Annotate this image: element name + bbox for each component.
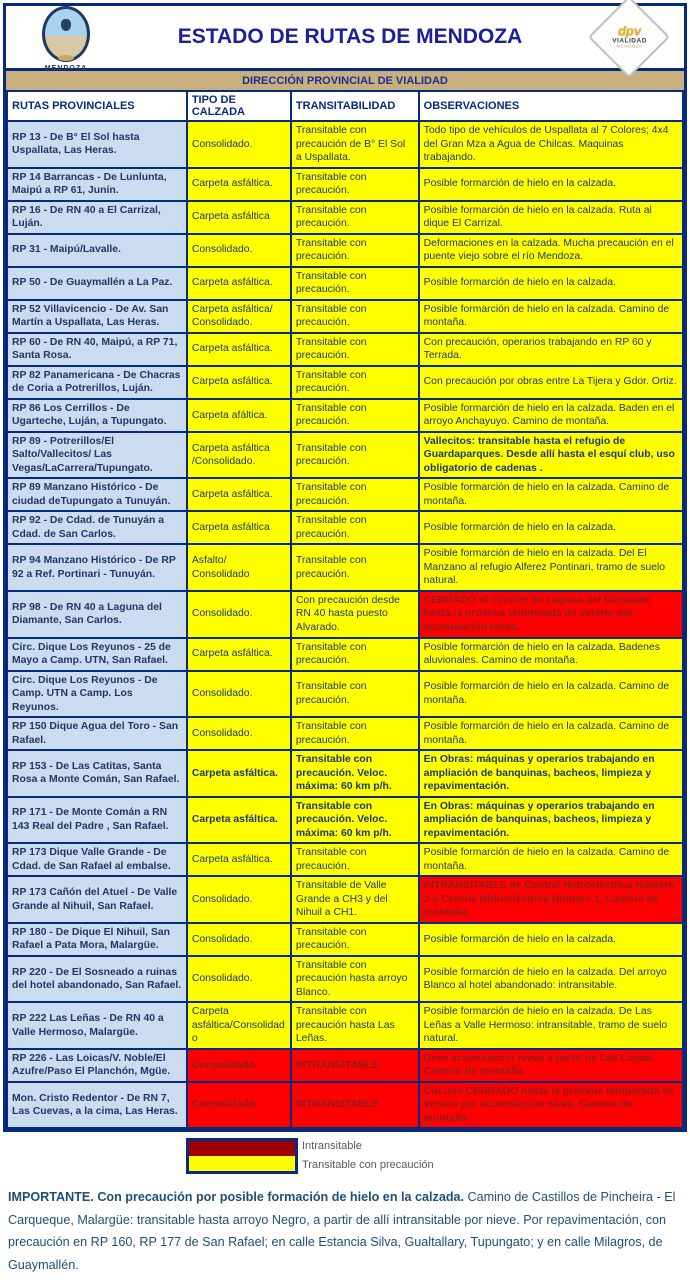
column-header-row — [7, 92, 683, 121]
surface-cell: Carpeta asfáltica. — [187, 797, 291, 844]
route-cell: Circ. Dique Los Reyunos - De Camp. UTN a Camp. Los Reyunos. — [7, 671, 187, 718]
table-row — [7, 717, 683, 750]
surface-cell: Carpeta asfáltica/Consolidado — [187, 1002, 291, 1049]
route-cell: RP 89 Manzano Histórico - De ciudad deTupungato a Tunuyán. — [7, 478, 187, 511]
observations-cell: Vallecitos: transitable hasta el refugio de Guardaparques. Desde allí hasta el esquí club, uso obligatorio de cadenas . — [419, 432, 683, 479]
transit-cell: Transitable con precaución. — [291, 300, 419, 333]
table-row — [7, 1082, 683, 1129]
transit-cell: Transitable con precaución. — [291, 717, 419, 750]
surface-cell: Carpeta asfáltica. — [187, 366, 291, 399]
table-row — [7, 201, 683, 234]
observations-cell: Posible formarción de hielo en la calzada. Camino de montaña. — [419, 300, 683, 333]
route-cell: RP 82 Panamericana - De Chacras de Coria a Potrerillos, Luján. — [7, 366, 187, 399]
observations-cell: Deformaciones en la calzada. Mucha precaución en el puente viejo sobre el río Mendoza. — [419, 234, 683, 267]
observations-cell: Posible formarción de hielo en la calzada. Badenes aluvionales. Camino de montaña. — [419, 638, 683, 671]
table-row — [7, 671, 683, 718]
column-header-observaciones: OBSERVACIONES — [419, 92, 683, 121]
footer-note-regular: Camino de Castillos de Pincheira - El Carqueque, Malargüe: transitable hasta arroyo Negro, a partir de allí intransitable por nieve. Por repavimentación, con precaución en RP 160, RP 177 de San Rafael; en calle Estancia Silva, Gualtallary, Tupungato; y en calle Milagros, de Guaymallén. — [8, 1190, 676, 1272]
table-row — [7, 843, 683, 876]
table-row — [7, 638, 683, 671]
surface-cell: Carpeta asfáltica. — [187, 750, 291, 797]
route-cell: RP 171 - De Monte Comán a RN 143 Real del Padre , San Rafael. — [7, 797, 187, 844]
observations-cell: CERRADO el circuito de Laguna del Diamante hasta la próxima temporada de verano por acumulación nívea. — [419, 591, 683, 638]
surface-cell: Carpeta asfáltica — [187, 201, 291, 234]
subtitle-bar: DIRECCIÓN PROVINCIAL DE VIALIDAD — [6, 68, 684, 92]
observations-cell: Circuito CERRADO hasta la próxima temporada de verano por acumulación nívea. Camino de montaña. — [419, 1082, 683, 1129]
surface-cell: Carpeta asfáltica /Consolidado. — [187, 432, 291, 479]
vialidad-logo — [574, 8, 684, 66]
column-header-rutas: RUTAS PROVINCIALES — [7, 92, 187, 121]
legend-label-precaucion: Transitable con precaución — [302, 1159, 434, 1172]
transit-cell: Transitable con precaución. — [291, 843, 419, 876]
table-body — [7, 121, 683, 1128]
page-title: ESTADO DE RUTAS DE MENDOZA — [177, 25, 523, 48]
route-cell: RP 89 - Potrerillos/El Salto/Vallecitos/ Las Vegas/LaCarrera/Tupungato. — [7, 432, 187, 479]
surface-cell: Carpeta asfáltica. — [187, 843, 291, 876]
report-frame — [3, 3, 687, 1132]
route-cell: RP 13 - De B° El Sol hasta Uspallata, Las Heras. — [7, 121, 187, 168]
header — [6, 6, 684, 72]
observations-cell: Posible formarción de hielo en la calzada. Ruta al dique El Carrizal. — [419, 201, 683, 234]
surface-cell: Carpeta afáltica. — [187, 399, 291, 432]
observations-cell: Posible formarción de hielo en la calzada. De Las Leñas a Valle Hermoso: intransitable, tramo de suelo natural. — [419, 1002, 683, 1049]
route-cell: RP 31 - Maipú/Lavalle. — [7, 234, 187, 267]
transit-cell: Transitable con precaución. — [291, 544, 419, 591]
transit-cell: Transitable con precaución. — [291, 478, 419, 511]
route-cell: RP 52 Villavicencio - De Av. San Martín a Uspallata, Las Heras. — [7, 300, 187, 333]
route-cell: RP 222 Las Leñas - De RN 40 a Valle Hermoso, Malargüe. — [7, 1002, 187, 1049]
column-header-calzada: TIPO DE CALZADA — [187, 92, 291, 121]
surface-cell: Consolidado. — [187, 923, 291, 956]
surface-cell: Consolidado. — [187, 1082, 291, 1129]
table-row — [7, 544, 683, 591]
surface-cell: Carpeta asfáltica. — [187, 478, 291, 511]
observations-cell: Gran acumulación nívea a partir de Las Loicas. Camino de montaña. — [419, 1049, 683, 1082]
surface-cell: Asfalto/ Consolidado — [187, 544, 291, 591]
transit-cell: Transitable con precaución. Veloc. máxima: 60 km p/h. — [291, 750, 419, 797]
table-row — [7, 366, 683, 399]
route-cell: RP 220 - De El Sosneado a ruinas del hotel abandonado, San Rafael. — [7, 956, 187, 1003]
transit-cell: Transitable con precaución. — [291, 168, 419, 201]
surface-cell: Consolidado. — [187, 717, 291, 750]
route-cell: RP 16 - De RN 40 a El Carrizal, Luján. — [7, 201, 187, 234]
route-cell: RP 94 Manzano Histórico - De RP 92 a Ref. Portinari - Tunuyán. — [7, 544, 187, 591]
table-row — [7, 1002, 683, 1049]
route-cell: RP 153 - De Las Catitas, Santa Rosa a Monte Comán, San Rafael. — [7, 750, 187, 797]
observations-cell: Todo tipo de vehículos de Uspallata al 7 Colores; 4x4 del Gran Mza a Agua de Chilcas. Maquinas trabajando. — [419, 121, 683, 168]
legend-swatch-intransitable — [189, 1141, 295, 1156]
observations-cell: Posible formarción de hielo en la calzada. Del arroyo Blanco al hotel abandonado: intransitable. — [419, 956, 683, 1003]
observations-cell: Posible formarción de hielo en la calzada. — [419, 923, 683, 956]
mendoza-logo — [6, 2, 126, 72]
transit-cell: Transitable con precaución. — [291, 511, 419, 544]
observations-cell: Con precaución por obras entre La Tijera y Gdor. Ortiz. — [419, 366, 683, 399]
mendoza-crest-icon — [42, 6, 90, 62]
surface-cell: Consolidado. — [187, 121, 291, 168]
surface-cell: Carpeta asfáltica. — [187, 333, 291, 366]
observations-cell: Posible formarción de hielo en la calzada. — [419, 267, 683, 300]
legend-label-intransitable: Intransitable — [302, 1140, 362, 1153]
surface-cell: Consolidado. — [187, 671, 291, 718]
route-cell: RP 150 Dique Agua del Toro - San Rafael. — [7, 717, 187, 750]
footer-note — [8, 1186, 682, 1276]
observations-cell: Posible formarción de hielo en la calzada. — [419, 168, 683, 201]
table-row — [7, 750, 683, 797]
legend — [186, 1138, 690, 1174]
surface-cell: Consolidado. — [187, 956, 291, 1003]
table-row — [7, 267, 683, 300]
table-row — [7, 797, 683, 844]
transit-cell: Transitable con precaución de B° El Sol a Uspallata. — [291, 121, 419, 168]
route-cell: RP 180 - De Dique El Nihuil, San Rafael a Pata Mora, Malargüe. — [7, 923, 187, 956]
transit-cell: Transitable con precaución. Veloc. máxima: 60 km p/h. — [291, 797, 419, 844]
transit-cell: Transitable con precaución. — [291, 671, 419, 718]
transit-cell: Con precaución desde RN 40 hasta puesto Alvarado. — [291, 591, 419, 638]
observations-cell: En Obras: máquinas y operarios trabajando en ampliación de banquinas, bacheos, limpieza y repavimentación. — [419, 797, 683, 844]
transit-cell: INTRANSITABLE — [291, 1082, 419, 1129]
route-cell: RP 14 Barrancas - De Lunlunta, Maipú a RP 61, Junín. — [7, 168, 187, 201]
page — [0, 3, 690, 1276]
dpv-diamond-icon — [588, 0, 670, 78]
vialidad-sublabel: MENDOZA — [615, 43, 642, 49]
observations-cell: Posible formarción de hielo en la calzada. Camino de montaña. — [419, 717, 683, 750]
table-row — [7, 956, 683, 1003]
transit-cell: Transitable con precaución. — [291, 638, 419, 671]
mendoza-logo-caption: MENDOZA — [44, 65, 88, 72]
observations-cell: Con precaución, operarios trabajando en RP 60 y Terrada. — [419, 333, 683, 366]
route-cell: RP 226 - Las Loicas/V. Noble/El Azufre/Paso El Planchón, Mgüe. — [7, 1049, 187, 1082]
route-cell: RP 50 - De Guaymallén a La Paz. — [7, 267, 187, 300]
route-cell: RP 92 - De Cdad. de Tunuyán a Cdad. de San Carlos. — [7, 511, 187, 544]
observations-cell: Posible formarción de hielo en la calzada. Camino de montaña. — [419, 671, 683, 718]
surface-cell: Carpeta asfáltica. — [187, 267, 291, 300]
transit-cell: Transitable con precaución. — [291, 923, 419, 956]
table-row — [7, 168, 683, 201]
table-row — [7, 399, 683, 432]
observations-cell: Posible formarción de hielo en la calzada. Camino de montaña. — [419, 843, 683, 876]
routes-table — [6, 92, 684, 1129]
route-cell: RP 173 Cañón del Atuel - De Valle Grande al Nihuil, San Rafael. — [7, 876, 187, 923]
transit-cell: Transitable con precaución hasta arroyo Blanco. — [291, 956, 419, 1003]
table-row — [7, 511, 683, 544]
table-row — [7, 876, 683, 923]
transit-cell: Transitable con precaución hasta Las Leñas. — [291, 1002, 419, 1049]
transit-cell: Transitable con precaución. — [291, 333, 419, 366]
surface-cell: Consolidado. — [187, 876, 291, 923]
table-row — [7, 432, 683, 479]
surface-cell: Carpeta asfáltica/ Consolidado. — [187, 300, 291, 333]
observations-cell: Posible formarción de hielo en la calzada. — [419, 511, 683, 544]
legend-swatch-box — [186, 1138, 298, 1174]
transit-cell: Transitable con precaución. — [291, 399, 419, 432]
route-cell: RP 60 - De RN 40, Maipú, a RP 71, Santa Rosa. — [7, 333, 187, 366]
surface-cell: Consolidado. — [187, 1049, 291, 1082]
observations-cell: Posible formarción de hielo en la calzada. Del El Manzano al refugio Alferez Pontinari, tramo de suelo natural. — [419, 544, 683, 591]
table-row — [7, 121, 683, 168]
legend-swatch-precaucion — [189, 1156, 295, 1171]
table-row — [7, 300, 683, 333]
transit-cell: Transitable con precaución. — [291, 234, 419, 267]
table-row — [7, 923, 683, 956]
table-row — [7, 234, 683, 267]
transit-cell: Transitable con precaución. — [291, 366, 419, 399]
table-row — [7, 333, 683, 366]
observations-cell: Posible formarción de hielo en la calzada. Camino de montaña. — [419, 478, 683, 511]
footer-note-bold: IMPORTANTE. Con precaución por posible formación de hielo en la calzada. — [8, 1190, 465, 1205]
surface-cell: Carpeta asfáltica. — [187, 638, 291, 671]
table-row — [7, 591, 683, 638]
table-row — [7, 1049, 683, 1082]
route-cell: RP 86 Los Cerrillos - De Ugarteche, Luján, a Tupungato. — [7, 399, 187, 432]
table-row — [7, 478, 683, 511]
surface-cell: Carpeta asfáltica. — [187, 168, 291, 201]
surface-cell: Consolidado. — [187, 234, 291, 267]
transit-cell: Transitable de Valle Grande a CH3 y del Nihuil a CH1. — [291, 876, 419, 923]
route-cell: RP 98 - De RN 40 a Laguna del Diamante, San Carlos. — [7, 591, 187, 638]
surface-cell: Consolidado. — [187, 591, 291, 638]
transit-cell: Transitable con precaución. — [291, 201, 419, 234]
column-header-transitabilidad: TRANSITABILIDAD — [291, 92, 419, 121]
transit-cell: Transitable con precaución. — [291, 267, 419, 300]
route-cell: Mon. Cristo Redentor - De RN 7, Las Cuevas, a la cima, Las Heras. — [7, 1082, 187, 1129]
route-cell: Circ. Dique Los Reyunos - 25 de Mayo a Camp. UTN, San Rafael. — [7, 638, 187, 671]
route-cell: RP 173 Dique Valle Grande - De Cdad. de San Rafael al embalse. — [7, 843, 187, 876]
surface-cell: Carpeta asfáltica — [187, 511, 291, 544]
observations-cell: INTRANSITABLE de Central Hidroeléctrica Número 3 a Central Hidroeléctrica Número 1. Camino de montaña. — [419, 876, 683, 923]
observations-cell: En Obras: máquinas y operarios trabajando en ampliación de banquinas, bacheos, limpieza y repavimentación. — [419, 750, 683, 797]
transit-cell: INTRANSITABLE. — [291, 1049, 419, 1082]
transit-cell: Transitable con precaución. — [291, 432, 419, 479]
vialidad-label: VIALIDAD — [611, 37, 647, 45]
observations-cell: Posible formarción de hielo en la calzada. Baden en el arroyo Anchayuyo. Camino de montaña. — [419, 399, 683, 432]
dpv-mark: dpv — [617, 23, 641, 39]
